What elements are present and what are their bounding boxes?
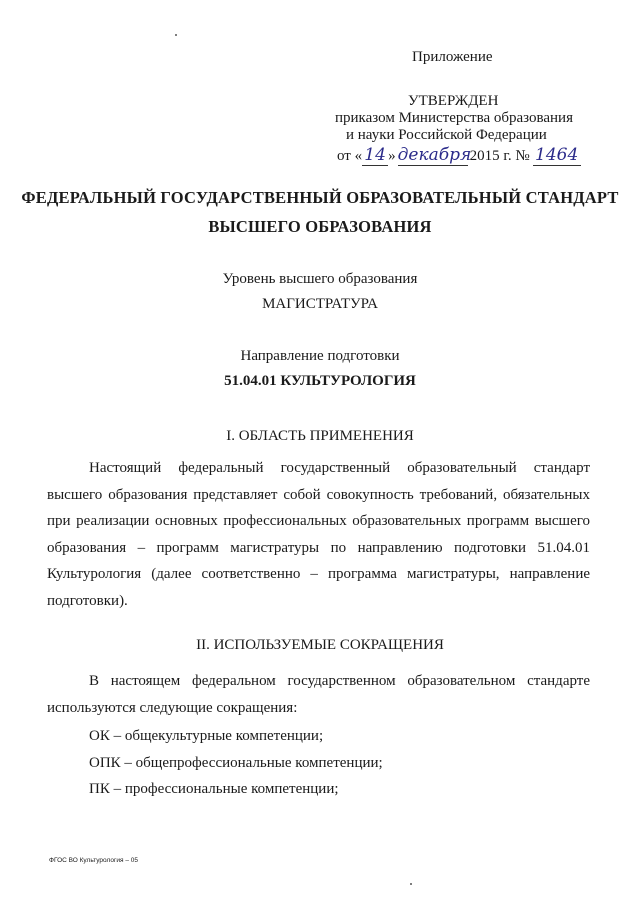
abbreviation-item: ПК – профессиональные компетенции; bbox=[89, 781, 339, 797]
appendix-label: Приложение bbox=[412, 49, 493, 65]
section-2-heading: II. ИСПОЛЬЗУЕМЫЕ СОКРАЩЕНИЯ bbox=[196, 637, 444, 653]
approved-label: УТВЕРЖДЕН bbox=[408, 93, 499, 109]
order-line-2: и науки Российской Федерации bbox=[346, 127, 547, 143]
date-month-handwritten: декабря bbox=[397, 145, 472, 165]
scan-speck bbox=[410, 883, 412, 885]
order-line-1: приказом Министерства образования bbox=[335, 110, 573, 126]
document-title-line-1: ФЕДЕРАЛЬНЫЙ ГОСУДАРСТВЕННЫЙ ОБРАЗОВАТЕЛЬНЫЙ СТАНДАРТ bbox=[21, 188, 619, 207]
direction-value: 51.04.01 КУЛЬТУРОЛОГИЯ bbox=[224, 373, 416, 389]
section-1-heading: I. ОБЛАСТЬ ПРИМЕНЕНИЯ bbox=[226, 428, 414, 444]
direction-label: Направление подготовки bbox=[240, 348, 400, 364]
page-footer: ФГОС ВО Культурология – 05 bbox=[49, 857, 138, 864]
education-level-value: МАГИСТРАТУРА bbox=[262, 296, 378, 312]
document-title-line-2: ВЫСШЕГО ОБРАЗОВАНИЯ bbox=[208, 217, 432, 236]
abbreviation-item: ОПК – общепрофессиональные компетенции; bbox=[89, 755, 383, 771]
date-day-handwritten: 14 bbox=[362, 145, 388, 166]
date-mid: » bbox=[388, 148, 396, 164]
section-1-paragraph: Настоящий федеральный государственный образовательный стандарт высшего образования представляет собой совокупность требований, обязательных при реализации основных профессиональных образовательных программ высшего образования – программ магистратуры по направлению подготовки 51.04.01 Культурология (далее соответственно – программа магистратуры, направление подготовки). bbox=[47, 460, 590, 609]
section-2-intro: В настоящем федеральном государственном образовательном стандарте используются следующие сокращения: bbox=[47, 673, 590, 716]
date-year: 2015 г. № bbox=[469, 148, 530, 164]
scan-speck bbox=[175, 34, 177, 36]
order-date-line bbox=[337, 145, 581, 166]
order-number-handwritten: 1464 bbox=[533, 145, 581, 166]
date-prefix: от « bbox=[337, 148, 363, 164]
abbreviation-item: ОК – общекультурные компетенции; bbox=[89, 728, 324, 744]
education-level-label: Уровень высшего образования bbox=[222, 271, 418, 287]
